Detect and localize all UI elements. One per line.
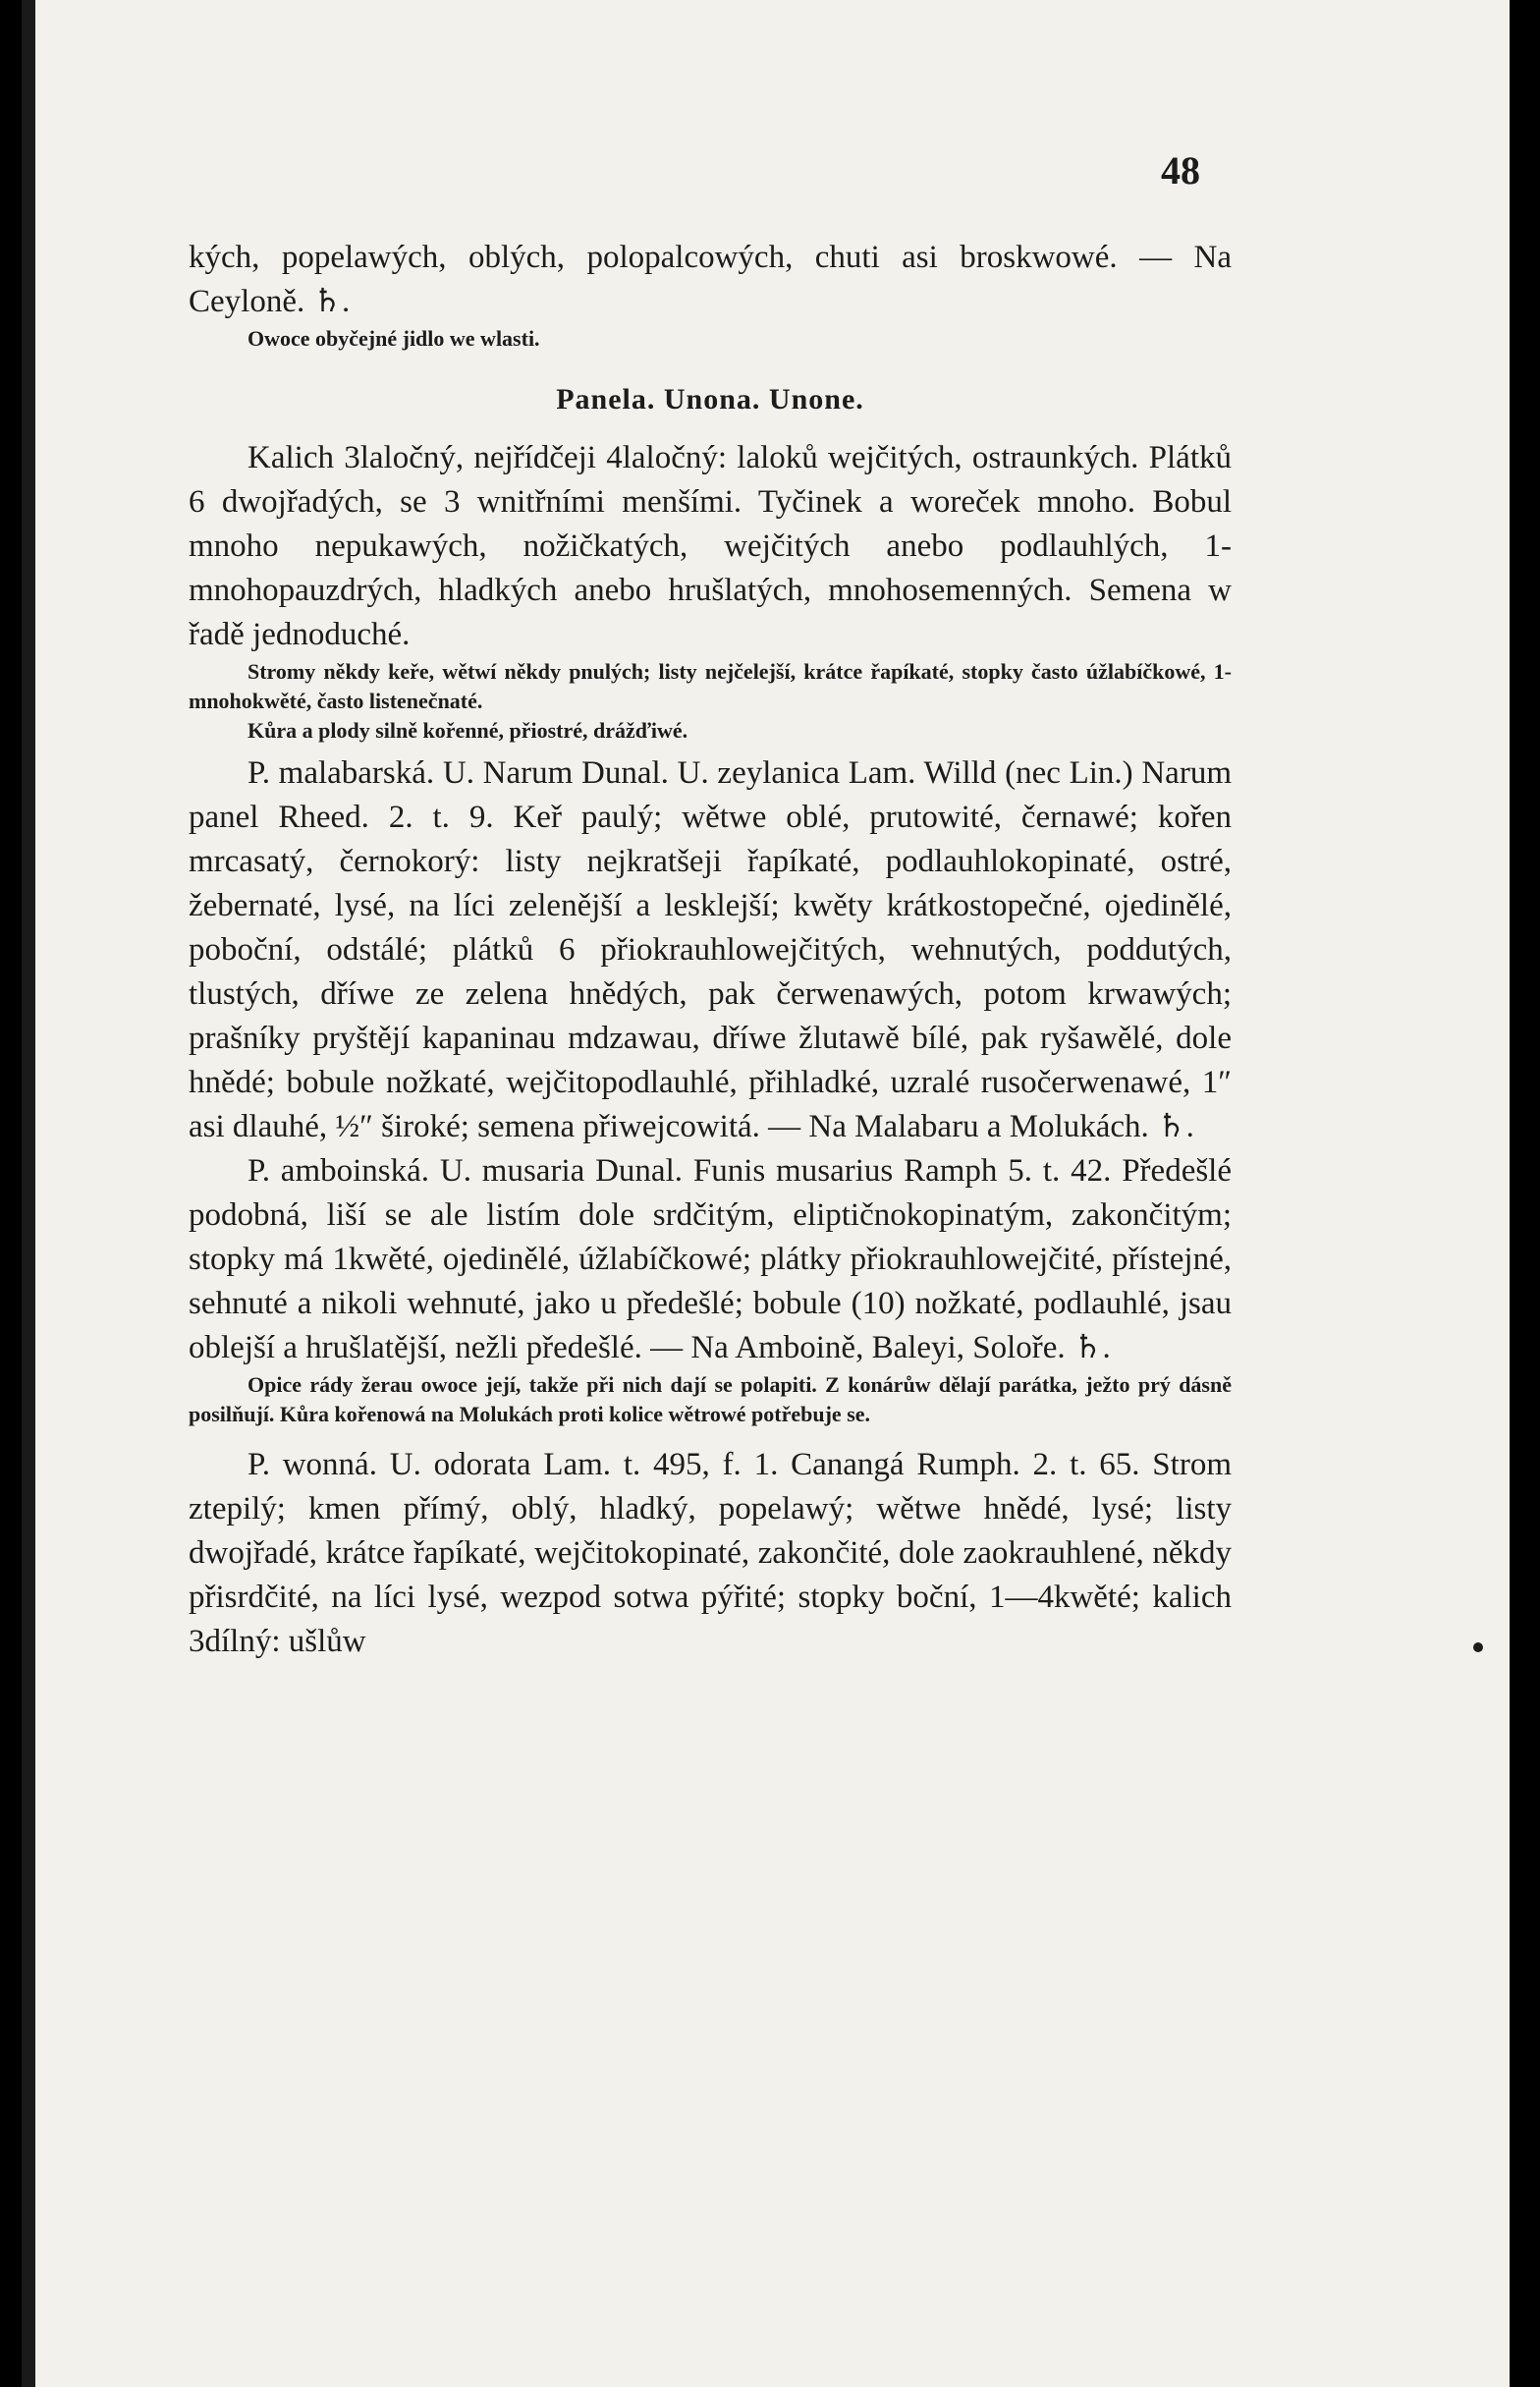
- genus-heading: Panela. Unona. Unone.: [556, 383, 864, 416]
- page-binding-edge: [22, 0, 35, 2387]
- species-wonna: P. wonná. U. odorata Lam. t. 495, f. 1. Canangá Rumph. 2. t. 65. Strom ztepilý; kmen přímý, oblý, hladký, popelawý; wětwe hnědé, lysé; listy dwojřadé, krátce řapíkaté, wejčitokopinaté, zakončité, dole zaokrauhlené, někdy přisrdčité, na líci lysé, wezpod sotwa pýřité; stopky boční, 1—4kwěté; kalich 3dílný: ušlůw: [189, 1447, 1232, 1659]
- page-text: [189, 236, 1232, 1664]
- note-habit: Stromy někdy keře, wětwí někdy pnulých; listy nejčelejší, krátce řapíkaté, stopky často úžlabíčkowé, 1- mnohokwěté, často listenečnaté.: [189, 659, 1232, 713]
- paragraph-continuation: kých, popelawých, oblých, polopalcowých, chuti asi broskwowé. — Na Ceyloně. ♄.: [189, 240, 1232, 319]
- note-fruit-use: Owoce obyčejné jidlo we wlasti.: [248, 326, 540, 351]
- genus-description: Kalich 3laločný, nejřídčeji 4laločný: laloků wejčitých, ostraunkých. Plátků 6 dwojřadých, se 3 wnitřními menšími. Tyčinek a woreček mnoho. Bobul mnoho nepukawých, nožičkatých, wejčitých anebo podlauhlých, 1- mnohopauzdrých, hladkých anebo hrušlatých, mnohosemenných. Semena w řadě jednoduché.: [189, 440, 1232, 652]
- note-monkeys: Opice rády žerau owoce její, takže při nich dají se polapiti. Z konárůw dělají parátka, ježto prý dásně posilňují. Kůra kořenowá na Molukách proti kolice wětrowé potřebuje se.: [189, 1372, 1232, 1426]
- margin-ink-dot: [1473, 1642, 1483, 1652]
- species-amboinska: P. amboinská. U. musaria Dunal. Funis musarius Ramph 5. t. 42. Předešlé podobná, liší se ale listím dole srdčitým, eliptičnokopinatým, zakončitým; stopky má 1kwěté, ojedinělé, úžlabíčkowé; plátky přiokrauhlowejčité, přístejné, sehnuté a nikoli wehnuté, jako u předešlé; bobule (10) nožkaté, podlauhlé, jsau oblejší a hrušlatější, nežli předešlé. — Na Amboině, Baleyi, Solоře. ♄.: [189, 1153, 1232, 1365]
- note-bark: Kůra a plody silně kořenné, přiostré, drážďiwé.: [248, 718, 688, 743]
- page-number: 48: [1161, 148, 1200, 193]
- book-page: [22, 0, 1510, 2387]
- species-malabarska: P. malabarská. U. Narum Dunal. U. zeylanica Lam. Willd (nec Lin.) Narum panel Rheed. 2. t. 9. Keř paulý; wětwe oblé, prutowité, černawé; kořen mrcasatý, černokorý: listy nejkratšeji řapíkaté, podlauhlokopinaté, ostré, žebernaté, lysé, na líci zelenější a lesklejší; kwěty krátkostopečné, ojedinělé, poboční, odstálé; plátků 6 přiokrauhlowejčitých, wehnutých, poddutých, tlustých, dříwe ze zelena hnědých, pak čerwenawých, potom krwawých; prašníky pryštějí kapaninau mdzawau, dříwe žlutawě bílé, pak ryšawělé, dole hnědé; bobule nožkaté, wejčitopodlauhlé, přihladké, uzralé rusočerwenawé, 1″ asi dlauhé, ½″ široké; semena přiwejcowitá. — Na Malabaru a Molukách. ♄.: [189, 755, 1232, 1144]
